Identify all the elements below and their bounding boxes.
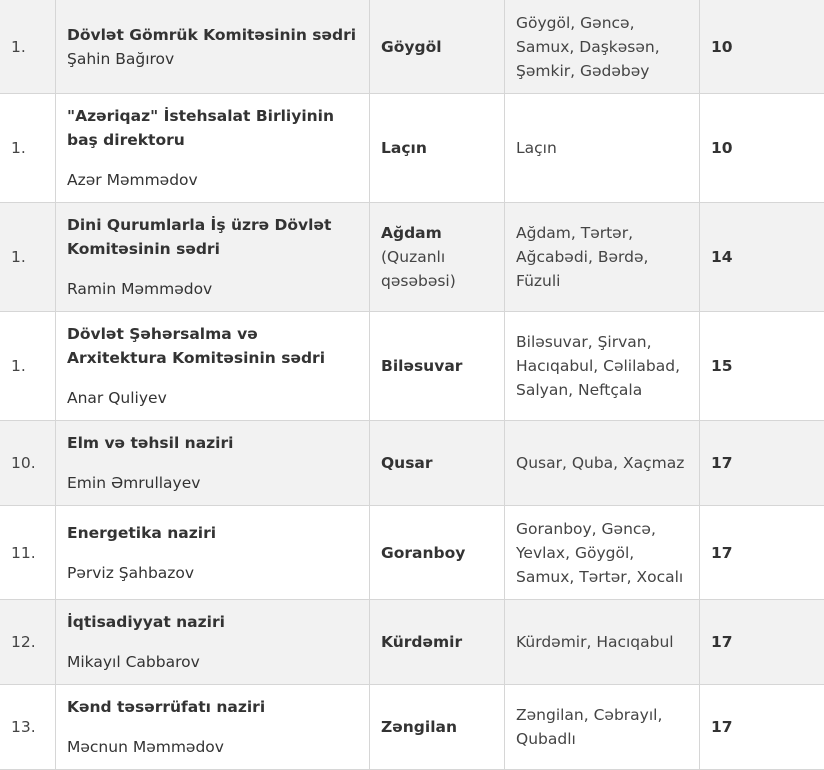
count-value: 10 xyxy=(711,38,733,56)
region-name: Biləsuvar xyxy=(381,354,492,378)
row-number-cell xyxy=(0,421,56,506)
count-value: 17 xyxy=(711,454,733,472)
official-name: Mikayıl Cabbarov xyxy=(67,650,357,674)
region-cell xyxy=(370,203,505,312)
region-name: Qusar xyxy=(381,451,492,475)
count-cell xyxy=(700,94,824,203)
table-row xyxy=(0,203,824,312)
official-title: "Azəriqaz" İstehsalat Birliyinin baş direktoru xyxy=(67,104,357,152)
table-row xyxy=(0,685,824,770)
table-row xyxy=(0,312,824,421)
row-number: 13. xyxy=(11,718,36,736)
region-note: (Quzanlı qəsəbəsi) xyxy=(381,245,492,293)
count-cell xyxy=(700,312,824,421)
region-cell xyxy=(370,421,505,506)
row-number: 1. xyxy=(11,139,26,157)
districts-list: Kürdəmir, Hacıqabul xyxy=(516,633,674,651)
official-cell xyxy=(56,600,370,685)
districts-list: Biləsuvar, Şirvan, Hacıqabul, Cəlilabad, Salyan, Neftçala xyxy=(516,333,680,399)
region-name: Goranboy xyxy=(381,541,492,565)
row-number-cell xyxy=(0,94,56,203)
official-cell xyxy=(56,0,370,94)
region-name: Kürdəmir xyxy=(381,630,492,654)
count-value: 17 xyxy=(711,544,733,562)
districts-cell xyxy=(505,685,700,770)
region-cell xyxy=(370,312,505,421)
table-row xyxy=(0,94,824,203)
count-cell xyxy=(700,421,824,506)
region-cell xyxy=(370,506,505,600)
table-row xyxy=(0,421,824,506)
official-name: Azər Məmmədov xyxy=(67,168,357,192)
region-name: Laçın xyxy=(381,136,492,160)
official-cell xyxy=(56,685,370,770)
region-name: Ağdam xyxy=(381,221,492,245)
official-name: Emin Əmrullayev xyxy=(67,471,357,495)
districts-list: Göygöl, Gəncə, Samux, Daşkəsən, Şəmkir, Gədəbəy xyxy=(516,14,660,80)
official-title: İqtisadiyyat naziri xyxy=(67,610,357,634)
official-name: Anar Quliyev xyxy=(67,386,357,410)
count-cell xyxy=(700,685,824,770)
count-value: 15 xyxy=(711,357,733,375)
region-name: Göygöl xyxy=(381,35,492,59)
table-row xyxy=(0,600,824,685)
count-value: 17 xyxy=(711,718,733,736)
row-number: 11. xyxy=(11,544,36,562)
region-cell xyxy=(370,94,505,203)
official-title: Dövlət Gömrük Komitəsinin sədri xyxy=(67,26,356,44)
region-cell xyxy=(370,600,505,685)
count-cell xyxy=(700,0,824,94)
row-number: 1. xyxy=(11,38,26,56)
row-number-cell xyxy=(0,203,56,312)
row-number-cell xyxy=(0,600,56,685)
districts-cell xyxy=(505,506,700,600)
count-cell xyxy=(700,203,824,312)
row-number: 1. xyxy=(11,357,26,375)
row-number: 10. xyxy=(11,454,36,472)
count-cell xyxy=(700,506,824,600)
official-cell xyxy=(56,203,370,312)
count-cell xyxy=(700,600,824,685)
row-number: 12. xyxy=(11,633,36,651)
official-title: Energetika naziri xyxy=(67,521,357,545)
official-cell xyxy=(56,94,370,203)
count-value: 14 xyxy=(711,248,733,266)
districts-cell xyxy=(505,421,700,506)
official-title: Kənd təsərrüfatı naziri xyxy=(67,695,357,719)
row-number-cell xyxy=(0,312,56,421)
count-value: 17 xyxy=(711,633,733,651)
row-number-cell xyxy=(0,0,56,94)
table-row xyxy=(0,506,824,600)
official-name: Pərviz Şahbazov xyxy=(67,561,357,585)
official-cell xyxy=(56,506,370,600)
row-number: 1. xyxy=(11,248,26,266)
official-title: Elm və təhsil naziri xyxy=(67,431,357,455)
districts-list: Goranboy, Gəncə, Yevlax, Göygöl, Samux, Tərtər, Xocalı xyxy=(516,520,683,586)
table-row xyxy=(0,0,824,94)
official-name: Ramin Məmmədov xyxy=(67,277,357,301)
districts-cell xyxy=(505,203,700,312)
official-name: Şahin Bağırov xyxy=(67,50,174,68)
official-cell xyxy=(56,421,370,506)
districts-list: Ağdam, Tərtər, Ağcabədi, Bərdə, Füzuli xyxy=(516,224,648,290)
districts-cell xyxy=(505,600,700,685)
official-title: Dini Qurumlarla İş üzrə Dövlət Komitəsinin sədri xyxy=(67,213,357,261)
districts-list: Zəngilan, Cəbrayıl, Qubadlı xyxy=(516,706,662,748)
count-value: 10 xyxy=(711,139,733,157)
districts-cell xyxy=(505,94,700,203)
row-number-cell xyxy=(0,506,56,600)
official-cell xyxy=(56,312,370,421)
region-cell xyxy=(370,685,505,770)
districts-cell xyxy=(505,312,700,421)
region-name: Zəngilan xyxy=(381,715,492,739)
official-title: Dövlət Şəhərsalma və Arxitektura Komitəsinin sədri xyxy=(67,322,357,370)
official-name: Məcnun Məmmədov xyxy=(67,735,357,759)
districts-list: Laçın xyxy=(516,139,557,157)
row-number-cell xyxy=(0,685,56,770)
districts-list: Qusar, Quba, Xaçmaz xyxy=(516,454,684,472)
districts-cell xyxy=(505,0,700,94)
region-cell xyxy=(370,0,505,94)
